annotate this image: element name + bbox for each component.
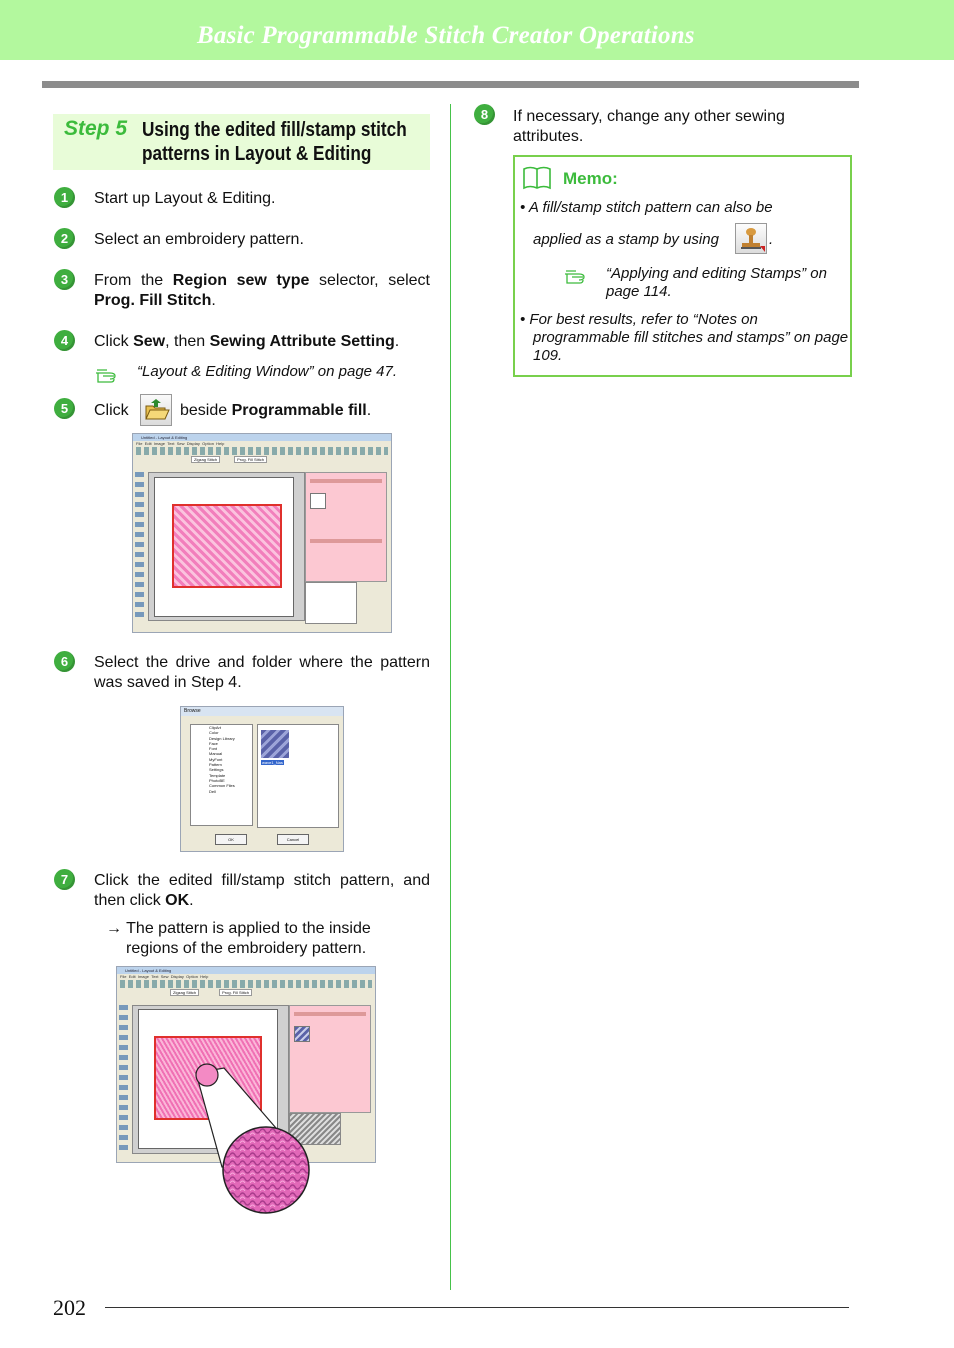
folder-font[interactable]: Font <box>209 746 218 752</box>
result-menu-image[interactable]: Image <box>137 974 149 979</box>
result-menu-sew[interactable]: Sew <box>160 974 169 979</box>
result-tool-palette[interactable] <box>119 1005 128 1155</box>
fill-type-select[interactable]: Prog. Fill Stitch <box>234 456 267 463</box>
menu-help[interactable]: Help <box>216 441 225 446</box>
region-sew-type-label: Region sew type <box>172 272 310 289</box>
menu-image[interactable]: Image <box>153 441 165 446</box>
step-number-8: 8 <box>474 104 495 125</box>
step-3-text <box>94 271 430 311</box>
step-3-pre: From the <box>94 272 173 289</box>
step-2-text: Select an embroidery pattern. <box>94 231 304 248</box>
folder-myfont[interactable]: MyFont <box>209 756 223 762</box>
browse-dialog-screenshot <box>180 706 344 852</box>
pointing-hand-icon <box>95 366 123 384</box>
folder-manual[interactable]: Manual <box>209 751 223 757</box>
step-heading <box>53 114 430 170</box>
result-menu-display[interactable]: Display <box>170 974 184 979</box>
folder-tree[interactable] <box>190 724 253 826</box>
header-banner <box>0 0 954 60</box>
step-6-text: Select the drive and folder where the pattern was saved in Step 4. <box>94 654 430 691</box>
file-list[interactable] <box>257 724 339 828</box>
window-title: Untitled - Layout & Editing <box>133 434 391 441</box>
step-4-text <box>94 332 399 352</box>
sewing-attribute-panel[interactable] <box>305 472 387 582</box>
prog-fill-stitch-label: Prog. Fill Stitch <box>94 292 212 309</box>
folder-open-icon <box>141 395 171 425</box>
step-1-text: Start up Layout & Editing. <box>94 190 276 207</box>
menu-text[interactable]: Text <box>167 441 175 446</box>
footer-rule <box>105 1307 849 1308</box>
folder-design-library[interactable]: Design Library <box>209 735 235 741</box>
result-toolbar <box>120 980 372 988</box>
memo-bullet-2: • For best results, refer to “Notes on programmable fill stitches and stamps” on page 109. <box>520 311 849 364</box>
memo-title: Memo: <box>563 169 618 188</box>
result-menu-file[interactable]: File <box>120 974 127 979</box>
memo-bullet-1-line-1: • A fill/stamp stitch pattern can also be <box>520 199 773 216</box>
stamp-icon <box>736 224 766 253</box>
folder-common-files[interactable]: Common Files <box>209 783 235 789</box>
stamp-tool-button[interactable] <box>735 223 767 254</box>
folder-pattern[interactable]: Pattern <box>209 762 222 768</box>
folder-settings[interactable]: Settings <box>209 767 224 773</box>
pattern-thumbnail[interactable] <box>261 730 289 758</box>
step-4-pre: Click <box>94 333 134 350</box>
sew-type-select[interactable]: Zigzag Stitch <box>191 456 220 463</box>
sew-menu-label: Sew <box>133 333 166 350</box>
result-window-title: Untitled - Layout & Editing <box>117 967 375 974</box>
memo-bullet-1-end: . <box>769 231 774 248</box>
menu-bar <box>133 441 391 446</box>
page-header-title: Basic Programmable Stitch Creator Operations <box>197 22 695 49</box>
sew-attribute-bar <box>136 456 388 463</box>
pattern-file-label[interactable]: wave1_Nas <box>262 760 283 765</box>
result-menu-option[interactable]: Option <box>186 974 198 979</box>
result-menu-help[interactable]: Help <box>200 974 209 979</box>
design-page-area[interactable] <box>148 472 305 621</box>
folder-clipart[interactable]: ClipArt <box>209 725 222 730</box>
result-menu-edit[interactable]: Edit <box>128 974 136 979</box>
sewing-attribute-setting-label: Sewing Attribute Setting <box>209 333 395 350</box>
step-5-mid: beside <box>180 402 232 419</box>
result-fill-type-select[interactable]: Prog. Fill Stitch <box>219 989 252 996</box>
step-5-click: Click <box>94 402 129 419</box>
page-number: 202 <box>53 1295 86 1320</box>
browse-dialog-title: Browse <box>181 707 343 716</box>
result-sew-type-select[interactable]: Zigzag Stitch <box>170 989 199 996</box>
memo-pointing-hand-icon <box>564 267 592 285</box>
result-menu-text[interactable]: Text <box>151 974 159 979</box>
folder-color[interactable]: Color <box>209 730 219 736</box>
step-8-text: If necessary, change any other sewing attributes. <box>513 108 785 145</box>
step-5-text <box>180 401 371 421</box>
memo-box <box>513 155 852 377</box>
design-page <box>154 477 294 617</box>
step-3-post: . <box>211 292 216 309</box>
layout-editing-screenshot <box>132 433 392 633</box>
browse-ok-button[interactable]: OK <box>215 834 247 845</box>
step-number-1: 1 <box>54 187 75 208</box>
fill-pattern-region[interactable] <box>172 504 282 588</box>
step-label: Step 5 <box>64 117 128 140</box>
step-number-3: 3 <box>54 269 75 290</box>
menu-option[interactable]: Option <box>202 441 214 446</box>
menu-file[interactable]: File <box>136 441 143 446</box>
step-5-post: . <box>366 402 372 419</box>
step-number-5: 5 <box>54 398 75 419</box>
step-7-result: → The pattern is applied to the inside regions of the embroidery pattern. <box>106 920 371 957</box>
programmable-fill-browse-button[interactable] <box>140 394 172 426</box>
book-icon <box>522 165 552 191</box>
preview-box <box>305 582 357 624</box>
toolbar <box>136 447 388 455</box>
tool-palette[interactable] <box>135 472 144 622</box>
programmable-fill-label: Programmable fill <box>231 402 367 419</box>
menu-display[interactable]: Display <box>186 441 200 446</box>
step-title <box>142 118 407 166</box>
result-menu-bar <box>117 974 375 979</box>
column-divider <box>450 104 451 1290</box>
applying-stamps-ref[interactable]: “Applying and editing Stamps” on page 114. <box>606 265 827 300</box>
step-3-mid: selector, select <box>309 272 430 289</box>
step-number-2: 2 <box>54 228 75 249</box>
header-divider <box>42 81 859 88</box>
layout-editing-window-ref[interactable]: “Layout & Editing Window” on page 47. <box>137 363 398 380</box>
result-sew-attribute-bar <box>120 989 372 996</box>
browse-cancel-button[interactable]: Cancel <box>277 834 309 845</box>
magnifier-callout <box>190 1055 320 1220</box>
folder-dell[interactable]: Dell <box>209 788 216 794</box>
folder-photobe[interactable]: PhotoBE <box>209 777 225 783</box>
step-number-4: 4 <box>54 330 75 351</box>
step-7-text <box>94 871 430 911</box>
step-4-mid: , then <box>165 333 210 350</box>
step-number-6: 6 <box>54 651 75 672</box>
step-number-7: 7 <box>54 869 75 890</box>
step-title-line1: Using the edited fill/stamp stitch <box>142 119 407 141</box>
menu-sew[interactable]: Sew <box>176 441 185 446</box>
ok-label: OK <box>165 892 190 909</box>
step-7-pre: Click the edited fill/stamp stitch pattern, and then click <box>94 872 430 909</box>
folder-template[interactable]: Template <box>209 772 226 778</box>
folder-face[interactable]: Face <box>209 740 218 746</box>
memo-bullet-1-line-2: applied as a stamp by using <box>533 231 719 248</box>
step-4-post: . <box>394 333 400 350</box>
menu-edit[interactable]: Edit <box>144 441 152 446</box>
step-7-post: . <box>189 892 194 909</box>
step-title-line2: patterns in Layout & Editing <box>142 143 372 165</box>
